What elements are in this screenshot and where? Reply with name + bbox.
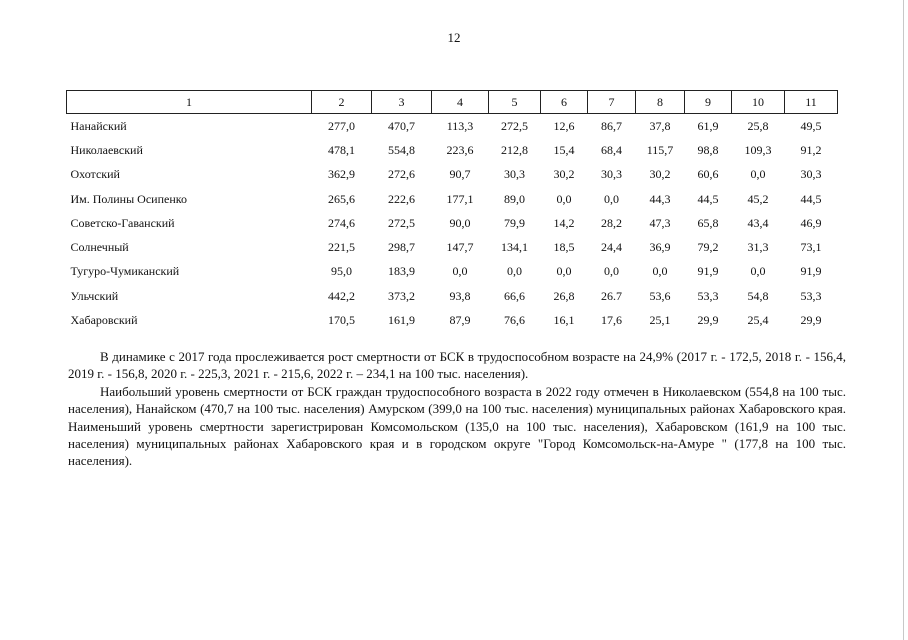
column-header: 11	[785, 91, 838, 114]
value-cell: 60,6	[697, 167, 719, 182]
value-cell: 470,7	[388, 118, 415, 133]
value-cell: 554,8	[388, 142, 415, 157]
table-header-row	[67, 91, 838, 114]
value-cell: 0,0	[556, 191, 572, 206]
value-cell: 28,2	[601, 215, 622, 230]
value-cell: 177,1	[446, 191, 474, 206]
column-header: 8	[636, 91, 685, 114]
value-cell: 373,2	[388, 288, 415, 303]
column-header: 10	[732, 91, 785, 114]
column-header: 9	[685, 91, 732, 114]
value-cell: 14,2	[553, 215, 575, 230]
value-cell: 30,3	[800, 167, 822, 182]
value-cell: 29,9	[800, 313, 822, 328]
value-cell: 53,6	[649, 288, 671, 303]
district-name-cell: Хабаровский	[70, 313, 138, 328]
value-cell: 0,0	[604, 264, 619, 279]
value-cell: 15,4	[553, 142, 575, 157]
value-cell: 222,6	[388, 191, 415, 206]
value-cell: 30,3	[504, 167, 525, 182]
page-number: 12	[447, 30, 461, 45]
table-row	[67, 308, 838, 332]
value-cell: 0,0	[507, 264, 522, 279]
value-cell: 93,8	[449, 288, 471, 303]
value-cell: 65,8	[697, 215, 719, 230]
column-header: 4	[432, 91, 489, 114]
value-cell: 91,9	[697, 264, 719, 279]
value-cell: 115,7	[646, 142, 674, 157]
value-cell: 44,5	[800, 191, 822, 206]
value-cell: 274,6	[328, 215, 355, 230]
value-cell: 37,8	[649, 118, 671, 133]
value-cell: 68,4	[601, 142, 622, 157]
value-cell: 12,6	[553, 118, 575, 133]
value-cell: 44,5	[697, 191, 719, 206]
value-cell: 91,9	[800, 264, 822, 279]
value-cell: 30,2	[553, 167, 575, 182]
district-name-cell: Солнечный	[70, 240, 129, 255]
value-cell: 0,0	[452, 264, 468, 279]
value-cell: 79,9	[504, 215, 525, 230]
table-row	[67, 114, 838, 139]
district-name-cell: Охотский	[70, 167, 120, 182]
value-cell: 36,9	[649, 240, 671, 255]
column-header: 1	[67, 91, 312, 114]
value-cell: 223,6	[446, 142, 474, 157]
value-cell: 49,5	[800, 118, 822, 133]
value-cell: 17,6	[601, 313, 622, 328]
table-row	[67, 138, 838, 162]
body-text	[68, 348, 846, 470]
value-cell: 61,9	[697, 118, 719, 133]
value-cell: 25,1	[649, 313, 671, 328]
table-row	[67, 260, 838, 284]
value-cell: 134,1	[501, 240, 528, 255]
value-cell: 53,3	[697, 288, 719, 303]
table-row	[67, 284, 838, 308]
value-cell: 90,7	[449, 167, 471, 182]
value-cell: 54,8	[747, 288, 769, 303]
value-cell: 147,7	[446, 240, 474, 255]
district-name-cell: Ульчский	[70, 288, 119, 303]
value-cell: 47,3	[649, 215, 671, 230]
value-cell: 0,0	[604, 191, 619, 206]
district-name-cell: Николаевский	[70, 142, 143, 157]
value-cell: 73,1	[800, 240, 822, 255]
value-cell: 91,2	[800, 142, 822, 157]
table-row	[67, 235, 838, 259]
value-cell: 161,9	[388, 313, 415, 328]
district-name-cell: Тугуро-Чумиканский	[70, 264, 180, 279]
value-cell: 31,3	[747, 240, 769, 255]
column-header: 5	[489, 91, 541, 114]
table-row	[67, 211, 838, 235]
value-cell: 79,2	[697, 240, 719, 255]
value-cell: 212,8	[501, 142, 528, 157]
value-cell: 86,7	[601, 118, 622, 133]
value-cell: 45,2	[747, 191, 769, 206]
value-cell: 442,2	[328, 288, 355, 303]
value-cell: 272,5	[501, 118, 528, 133]
value-cell: 113,3	[446, 118, 474, 133]
value-cell: 272,6	[388, 167, 415, 182]
value-cell: 30,2	[649, 167, 671, 182]
value-cell: 0,0	[556, 264, 572, 279]
value-cell: 24,4	[601, 240, 622, 255]
value-cell: 0,0	[750, 264, 766, 279]
value-cell: 43,4	[747, 215, 769, 230]
mortality-table	[66, 90, 838, 333]
value-cell: 109,3	[744, 142, 772, 157]
district-name-cell: Советско-Гаванский	[70, 215, 175, 230]
value-cell: 76,6	[504, 313, 525, 328]
table-row	[67, 187, 838, 211]
column-header: 3	[372, 91, 432, 114]
value-cell: 30,3	[601, 167, 622, 182]
table-row	[67, 163, 838, 187]
value-cell: 221,5	[328, 240, 355, 255]
value-cell: 25,4	[747, 313, 769, 328]
value-cell: 66,6	[504, 288, 525, 303]
value-cell: 87,9	[449, 313, 471, 328]
scan-edge-line	[903, 0, 904, 640]
value-cell: 25,8	[747, 118, 769, 133]
value-cell: 29,9	[697, 313, 719, 328]
column-header: 6	[541, 91, 588, 114]
value-cell: 0,0	[750, 167, 766, 182]
value-cell: 95,0	[331, 264, 352, 279]
value-cell: 478,1	[328, 142, 355, 157]
paragraph: Наибольший уровень смертности от БСК граждан трудоспособного возраста в 2022 году отмечен в Николаевском (554,8 на 100 тыс. населения), Нанайском (470,7 на 100 тыс. населения) Амурском (399,0 на 100 тыс. населения) муниципальных районах Хабаровского края. Наименьший уровень смертности зарегистрирован Комсомольском (135,0 на 100 тыс. населения), Хабаровском (161,9 на 100 тыс. населения) муниципальных районах Хабаровского края и в городском округе "Город Комсомольск-на-Амуре " (177,8 на 100 тыс. населения).	[68, 383, 846, 469]
value-cell: 183,9	[388, 264, 415, 279]
value-cell: 98,8	[697, 142, 719, 157]
column-header: 7	[588, 91, 636, 114]
paragraph: В динамике с 2017 года прослеживается рост смертности от БСК в трудоспособном возрасте на 24,9% (2017 г. - 172,5, 2018 г. - 156,4, 2019 г. - 156,8, 2020 г. - 225,3, 2021 г. - 215,6, 2022 г. – 234,1 на 100 тыс. населения).	[68, 349, 846, 382]
district-name-cell: Нанайский	[70, 118, 127, 133]
district-name-cell: Им. Полины Осипенко	[70, 191, 187, 206]
value-cell: 53,3	[800, 288, 822, 303]
table-body	[67, 114, 838, 333]
value-cell: 362,9	[328, 167, 355, 182]
value-cell: 89,0	[504, 191, 525, 206]
value-cell: 90,0	[449, 215, 471, 230]
value-cell: 44,3	[649, 191, 671, 206]
column-header: 2	[312, 91, 372, 114]
value-cell: 0,0	[652, 264, 668, 279]
value-cell: 16,1	[553, 313, 575, 328]
value-cell: 18,5	[553, 240, 575, 255]
value-cell: 170,5	[328, 313, 355, 328]
value-cell: 298,7	[388, 240, 415, 255]
value-cell: 26.7	[601, 288, 622, 303]
value-cell: 26,8	[553, 288, 575, 303]
value-cell: 265,6	[328, 191, 355, 206]
value-cell: 277,0	[328, 118, 355, 133]
value-cell: 272,5	[388, 215, 415, 230]
value-cell: 46,9	[800, 215, 822, 230]
